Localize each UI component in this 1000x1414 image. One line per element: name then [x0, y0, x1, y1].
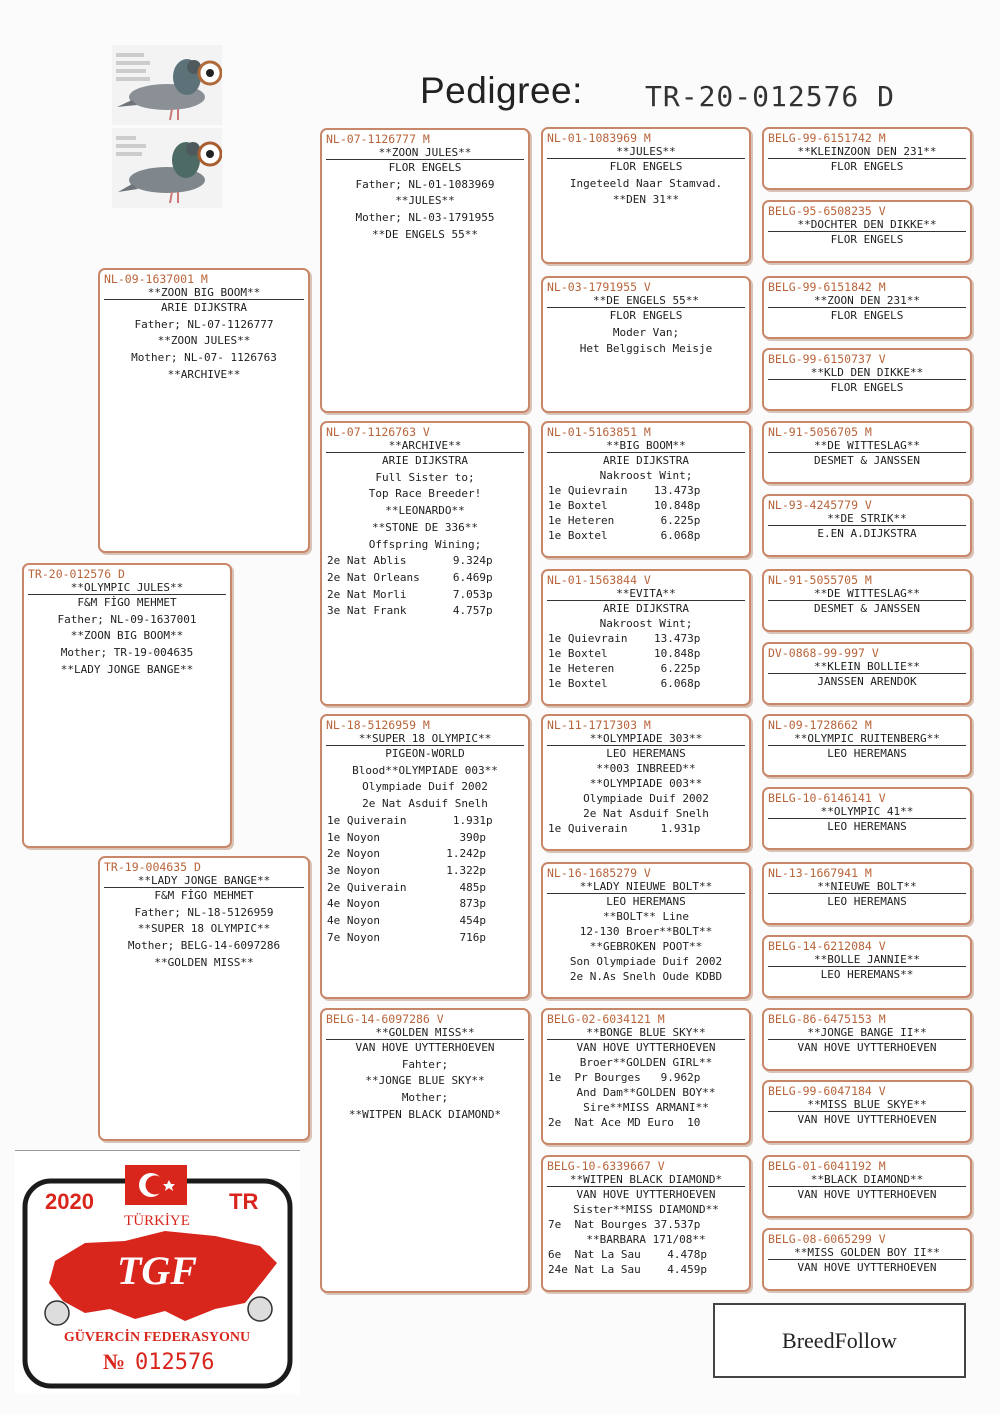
race-result: 1e Quievrain 13.473p: [548, 632, 701, 645]
page-title: Pedigree:: [420, 70, 583, 111]
race-result: 2e Noyon 1.242p: [327, 847, 486, 861]
race-result: 1e Heteren 6.225p: [548, 662, 701, 675]
ring-id: NL-09-1728662 M: [768, 718, 872, 732]
pigeon-name: **ARCHIVE**: [326, 439, 524, 453]
pigeon-name: **OLYMPIC RUITENBERG**: [768, 732, 966, 746]
card-fff[interactable]: [541, 127, 751, 264]
ring-id: NL-03-1791955 V: [547, 280, 651, 294]
ring-id: BELG-10-6146141 V: [768, 791, 886, 805]
info-line: LEO HEREMANS**: [820, 968, 914, 981]
info-line: ARIE DIJKSTRA: [602, 454, 690, 467]
race-result: 3e Noyon 1.322p: [327, 863, 486, 877]
info-line: **LEONARDO**: [385, 504, 465, 518]
ring-id: NL-07-1126763 V: [326, 425, 430, 439]
info-line: **ZOON BIG BOOM**: [70, 629, 184, 643]
pigeon-name: **MISS BLUE SKYE**: [768, 1098, 966, 1112]
logo-country: TÜRKİYE: [124, 1213, 190, 1229]
info-line: Mother; TR-19-004635: [60, 646, 194, 660]
ring-id: TR-20-012576 D: [28, 567, 125, 581]
info-line: Nakroost Wint;: [599, 469, 693, 482]
ring-id: BELG-10-6339667 V: [547, 1159, 665, 1173]
card-subject[interactable]: [22, 563, 232, 848]
pigeon-name: **KLEIN BOLLIE**: [768, 660, 966, 674]
race-result: 1e Quiverain 1.931p: [327, 813, 493, 827]
ring-id: BELG-14-6097286 V: [326, 1012, 444, 1026]
race-result: 1e Boxtel 6.068p: [548, 677, 701, 690]
tgf-logo-card: [15, 1150, 300, 1394]
info-line: FLOR ENGELS: [830, 160, 904, 173]
race-result: 2e Nat Morli 7.053p: [327, 587, 493, 601]
info-line: Olympiade Duif 2002: [583, 792, 709, 805]
ring-id: BELG-01-6041192 M: [768, 1159, 886, 1173]
info-line: Full Sister to;: [375, 470, 475, 484]
card-mmm[interactable]: [541, 1155, 751, 1292]
card-g13[interactable]: [762, 1008, 972, 1071]
card-g15[interactable]: [762, 1155, 972, 1218]
card-g9[interactable]: [762, 714, 972, 777]
pigeon-name: **JONGE BANGE II**: [768, 1026, 966, 1040]
pigeon-name: **WITPEN BLACK DIAMOND*: [547, 1173, 745, 1187]
ring-id: BELG-99-6150737 V: [768, 352, 886, 366]
ring-id: NL-01-1083969 M: [547, 131, 651, 145]
info-line: ARIE DIJKSTRA: [602, 602, 690, 615]
card-g10[interactable]: [762, 787, 972, 850]
info-line: **SUPER 18 OLYMPIC**: [137, 922, 271, 936]
ring-id: BELG-02-6034121 M: [547, 1012, 665, 1026]
info-line: Blood**OLYMPIADE 003**: [352, 763, 498, 777]
breedfollow-label: [713, 1303, 966, 1378]
logo-year: 2020: [45, 1189, 94, 1214]
info-line: DESMET & JANSSEN: [814, 602, 920, 615]
info-line: **DEN 31**: [612, 193, 680, 207]
info-line: VAN HOVE UYTTERHOEVEN: [355, 1041, 495, 1054]
info-line: Ingeteeld Naar Stamvad.: [569, 176, 723, 190]
info-line: 6e Nat La Sau 4.478p: [548, 1248, 707, 1261]
ring-id: NL-93-4245779 V: [768, 498, 872, 512]
race-result: 4e Noyon 454p: [327, 914, 486, 928]
pigeon-name: **LADY NIEUWE BOLT**: [547, 880, 745, 894]
info-line: **ZOON JULES**: [157, 334, 251, 348]
info-line: **BOLT** Line: [602, 910, 690, 923]
info-line: Father; NL-01-1083969: [355, 177, 495, 191]
info-line: FLOR ENGELS: [609, 309, 683, 322]
pigeon-photo-mother: [112, 128, 222, 208]
pigeon-name: **JULES**: [547, 145, 745, 159]
card-mff[interactable]: [541, 714, 751, 851]
info-line: LEO HEREMANS: [827, 895, 907, 908]
info-line: DESMET & JANSSEN: [814, 454, 920, 467]
info-line: **GOLDEN MISS**: [154, 955, 254, 969]
info-line: FLOR ENGELS: [388, 161, 462, 174]
info-line: 1e Pr Bourges 9.962p: [548, 1071, 701, 1084]
pigeon-name: **DE WITTESLAG**: [768, 439, 966, 453]
pigeon-name: **ZOON BIG BOOM**: [104, 286, 304, 300]
ring-id: NL-91-5055705 M: [768, 573, 872, 587]
info-line: 2e N.As Snelh Oude KDBD: [569, 970, 723, 983]
logo-initials: TGF: [117, 1248, 197, 1293]
pigeon-name: **BOLLE JANNIE**: [768, 953, 966, 967]
pigeon-name: **NIEUWE BOLT**: [768, 880, 966, 894]
info-line: **LADY JONGE BANGE**: [60, 662, 194, 676]
card-father[interactable]: [98, 268, 310, 553]
ring-id: BELG-99-6047184 V: [768, 1084, 886, 1098]
ring-id: BELG-14-6212084 V: [768, 939, 886, 953]
card-g16[interactable]: [762, 1228, 972, 1291]
ring-id: NL-18-5126959 M: [326, 718, 430, 732]
info-line: **BARBARA 171/08**: [586, 1233, 706, 1246]
info-line: Mother; NL-07- 1126763: [131, 351, 277, 365]
pigeon-name: **BLACK DIAMOND**: [768, 1173, 966, 1187]
card-g5[interactable]: [762, 421, 972, 484]
info-line: **WITPEN BLACK DIAMOND*: [348, 1107, 502, 1121]
info-line: FLOR ENGELS: [830, 233, 904, 246]
info-line: LEO HEREMANS: [827, 747, 907, 760]
pigeon-name: **DE ENGELS 55**: [547, 294, 745, 308]
race-result: 1e Quievrain 13.473p: [548, 484, 701, 497]
pigeon-name: **EVITA**: [547, 587, 745, 601]
info-line: Broer**GOLDEN GIRL**: [579, 1056, 713, 1069]
info-line: JANSSEN ARENDOK: [817, 675, 917, 688]
info-line: **OLYMPIADE 003**: [589, 777, 703, 790]
race-result: 1e Boxtel 10.848p: [548, 499, 701, 512]
pigeon-name: **OLYMPIC JULES**: [28, 581, 226, 595]
info-line: 2e Nat Asduif Snelh: [583, 807, 709, 820]
info-line: Fahter;: [401, 1057, 449, 1071]
info-line: ARIE DIJKSTRA: [381, 454, 469, 467]
globe-pigeon-icon-left: [45, 1301, 69, 1325]
info-line: Offspring Wining;: [368, 537, 482, 551]
info-line: FLOR ENGELS: [830, 381, 904, 394]
info-line: Father; NL-09-1637001: [57, 612, 197, 626]
card-mm[interactable]: [320, 1008, 530, 1293]
info-line: VAN HOVE UYTTERHOEVEN: [797, 1188, 937, 1201]
card-mf[interactable]: [320, 714, 530, 999]
info-line: LEO HEREMANS: [606, 895, 686, 908]
info-line: E.EN A.DIJKSTRA: [817, 527, 917, 540]
card-fm[interactable]: [320, 421, 530, 706]
info-line: 12-130 Broer**BOLT**: [579, 925, 713, 938]
ring-id: NL-07-1126777 M: [326, 132, 430, 146]
info-line: Sister**MISS DIAMOND**: [573, 1203, 719, 1216]
ring-number: TR-20-012576 D: [645, 80, 896, 113]
ring-id: NL-13-1667941 M: [768, 866, 872, 880]
pigeon-name: **DE WITTESLAG**: [768, 587, 966, 601]
card-g8[interactable]: [762, 642, 972, 705]
race-result: 1e Noyon 390p: [327, 830, 486, 844]
race-result: 3e Nat Frank 4.757p: [327, 604, 493, 618]
info-line: 24e Nat La Sau 4.459p: [548, 1263, 707, 1276]
info-line: And Dam**GOLDEN BOY**: [576, 1086, 716, 1099]
info-line: Mother; NL-03-1791955: [355, 211, 495, 225]
logo-federation: GÜVERCİN FEDERASYONU: [63, 1330, 251, 1345]
race-result: 1e Heteren 6.225p: [548, 514, 701, 527]
pigeon-photo-father: [112, 45, 222, 125]
ring-id: TR-19-004635 D: [104, 860, 201, 874]
info-line: Father; NL-18-5126959: [134, 905, 274, 919]
info-line: **JONGE BLUE SKY**: [365, 1074, 485, 1088]
breedfollow-text: BreedFollow: [782, 1327, 897, 1353]
pigeon-name: **ZOON JULES**: [326, 146, 524, 160]
card-g14[interactable]: [762, 1080, 972, 1143]
info-line: Het Belggisch Meisje: [579, 342, 713, 356]
info-line: PIGEON-WORLD: [385, 747, 465, 760]
ring-id: NL-91-5056705 M: [768, 425, 872, 439]
info-line: **JULES**: [395, 194, 455, 208]
info-line: **GEBROKEN POOT**: [589, 940, 703, 953]
pigeon-name: **MISS GOLDEN BOY II**: [768, 1246, 966, 1260]
info-line: **DE ENGELS 55**: [372, 227, 478, 241]
race-result: 2e Nat Ablis 9.324p: [327, 554, 493, 568]
info-line: Sire**MISS ARMANI**: [583, 1101, 709, 1114]
info-line: Mother;: [401, 1091, 449, 1105]
ring-id: BELG-99-6151842 M: [768, 280, 886, 294]
info-line: F&M FİGO MEHMET: [77, 596, 177, 609]
ring-id: NL-01-5163851 M: [547, 425, 651, 439]
info-line: VAN HOVE UYTTERHOEVEN: [797, 1261, 937, 1274]
card-g3[interactable]: [762, 276, 972, 339]
info-line: Father; NL-07-1126777: [134, 317, 274, 331]
info-line: VAN HOVE UYTTERHOEVEN: [576, 1041, 716, 1054]
pigeon-name: **GOLDEN MISS**: [326, 1026, 524, 1040]
card-mother[interactable]: [98, 856, 310, 1141]
info-line: Moder Van;: [612, 325, 680, 339]
info-line: Olympiade Duif 2002: [362, 780, 488, 794]
info-line: Mother; BELG-14-6097286: [127, 939, 281, 953]
race-result: 4e Noyon 873p: [327, 897, 486, 911]
info-line: LEO HEREMANS: [827, 820, 907, 833]
card-g12[interactable]: [762, 935, 972, 998]
ring-id: DV-0868-99-997 V: [768, 646, 879, 660]
race-result: 1e Boxtel 10.848p: [548, 647, 701, 660]
info-line: LEO HEREMANS: [606, 747, 686, 760]
card-g2[interactable]: [762, 200, 972, 263]
card-g11[interactable]: [762, 862, 972, 925]
pigeon-name: **BONGE BLUE SKY**: [547, 1026, 745, 1040]
info-line: FLOR ENGELS: [609, 160, 683, 173]
race-result: 1e Boxtel 6.068p: [548, 529, 701, 542]
tgf-logo: [15, 1151, 300, 1394]
logo-number-symbol: №: [103, 1349, 126, 1374]
card-fmm[interactable]: [541, 569, 751, 706]
card-ff[interactable]: [320, 128, 530, 413]
info-line: VAN HOVE UYTTERHOEVEN: [797, 1113, 937, 1126]
pigeon-name: **OLYMPIC 41**: [768, 805, 966, 819]
logo-number: 012576: [135, 1350, 215, 1375]
card-mfm[interactable]: [541, 862, 751, 999]
ring-id: NL-16-1685279 V: [547, 866, 651, 880]
pigeon-name: **KLD DEN DIKKE**: [768, 366, 966, 380]
race-result: 2e Quiverain 485p: [327, 880, 486, 894]
info-line: 7e Nat Bourges 37.537p: [548, 1218, 701, 1231]
card-mmf[interactable]: [541, 1008, 751, 1145]
info-line: **ARCHIVE**: [167, 367, 241, 381]
info-line: **003 INBREED**: [596, 762, 696, 775]
card-g1[interactable]: [762, 127, 972, 190]
info-line: ARIE DIJKSTRA: [160, 301, 248, 314]
card-fmf[interactable]: [541, 421, 751, 558]
info-line: VAN HOVE UYTTERHOEVEN: [797, 1041, 937, 1054]
card-g6[interactable]: [762, 494, 972, 557]
ring-id: BELG-86-6475153 M: [768, 1012, 886, 1026]
info-line: FLOR ENGELS: [830, 309, 904, 322]
pigeon-name: **DOCHTER DEN DIKKE**: [768, 218, 966, 232]
race-result: 2e Nat Orleans 6.469p: [327, 570, 493, 584]
ring-id: BELG-95-6508235 V: [768, 204, 886, 218]
race-result: 1e Quiverain 1.931p: [548, 822, 701, 835]
info-line: Son Olympiade Duif 2002: [569, 955, 723, 968]
info-line: VAN HOVE UYTTERHOEVEN: [576, 1188, 716, 1201]
pigeon-name: **ZOON DEN 231**: [768, 294, 966, 308]
globe-pigeon-icon-right: [248, 1297, 272, 1321]
info-line: Top Race Breeder!: [368, 487, 482, 501]
pigeon-name: **OLYMPIADE 303**: [547, 732, 745, 746]
info-line: Nakroost Wint;: [599, 617, 693, 630]
card-g4[interactable]: [762, 348, 972, 411]
info-line: F&M FİGO MEHMET: [154, 889, 254, 902]
info-line: 2e Nat Ace MD Euro 10: [548, 1116, 701, 1129]
info-line: 2e Nat Asduif Snelh: [362, 797, 488, 811]
pigeon-name: **DE STRIK**: [768, 512, 966, 526]
pigeon-name: **BIG BOOM**: [547, 439, 745, 453]
card-ffm[interactable]: [541, 276, 751, 413]
ring-id: BELG-08-6065299 V: [768, 1232, 886, 1246]
ring-id: NL-01-1563844 V: [547, 573, 651, 587]
info-line: **STONE DE 336**: [372, 520, 478, 534]
card-g7[interactable]: [762, 569, 972, 632]
ring-id: BELG-99-6151742 M: [768, 131, 886, 145]
race-result: 7e Noyon 716p: [327, 930, 486, 944]
logo-country-code: TR: [229, 1189, 259, 1214]
ring-id: NL-11-1717303 M: [547, 718, 651, 732]
ring-id: NL-09-1637001 M: [104, 272, 208, 286]
pigeon-name: **LADY JONGE BANGE**: [104, 874, 304, 888]
pigeon-name: **KLEINZOON DEN 231**: [768, 145, 966, 159]
pigeon-name: **SUPER 18 OLYMPIC**: [326, 732, 524, 746]
